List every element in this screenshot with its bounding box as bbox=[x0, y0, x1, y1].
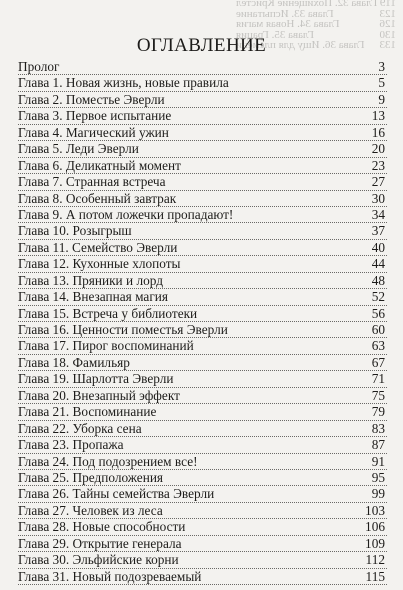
bleed-through-page: 119 bbox=[379, 0, 396, 9]
toc-chapter-title: Глава 31. Новый подозреваемый bbox=[18, 568, 202, 584]
bleed-through-label: Глава 36. Ищу для племени bbox=[236, 39, 365, 51]
toc-row bbox=[18, 470, 387, 486]
toc-page-number: 71 bbox=[371, 371, 385, 387]
toc-chapter-title: Глава 6. Деликатный момент bbox=[18, 157, 181, 173]
toc-page-number: 52 bbox=[371, 289, 385, 305]
toc-page-number: 91 bbox=[371, 453, 385, 469]
toc-page-number: 106 bbox=[365, 519, 385, 535]
toc-chapter-title: Глава 21. Воспоминание bbox=[18, 404, 157, 420]
toc-page-number: 34 bbox=[371, 206, 385, 222]
bleed-through-page: 133 bbox=[379, 39, 396, 51]
toc-page-number: 27 bbox=[371, 174, 385, 190]
toc-row bbox=[18, 503, 387, 519]
toc-page-number: 30 bbox=[371, 190, 385, 206]
toc-row bbox=[18, 59, 387, 75]
toc-row bbox=[18, 75, 387, 91]
toc-row bbox=[18, 371, 387, 387]
toc-chapter-title: Глава 3. Первое испытание bbox=[18, 108, 172, 124]
toc-chapter-title: Глава 29. Открытие генерала bbox=[18, 535, 182, 551]
toc-chapter-title: Глава 24. Под подозрением все! bbox=[18, 453, 198, 469]
toc-page-number: 109 bbox=[365, 535, 385, 551]
toc-page-number: 44 bbox=[371, 256, 385, 272]
toc-row bbox=[18, 486, 387, 502]
toc-row bbox=[18, 519, 387, 535]
toc-row bbox=[18, 223, 387, 239]
toc-page-number: 103 bbox=[365, 502, 385, 518]
toc-page-number: 23 bbox=[371, 157, 385, 173]
table-of-contents bbox=[18, 59, 387, 585]
toc-chapter-title: Глава 2. Поместье Эверли bbox=[18, 91, 165, 107]
toc-row bbox=[18, 322, 387, 338]
toc-row bbox=[18, 240, 387, 256]
toc-row bbox=[18, 174, 387, 190]
toc-chapter-title: Глава 5. Леди Эверли bbox=[18, 141, 139, 157]
toc-page-number: 79 bbox=[371, 404, 385, 420]
toc-chapter-title: Глава 27. Человек из леса bbox=[18, 502, 163, 518]
toc-page-number: 60 bbox=[371, 322, 385, 337]
toc-chapter-title: Глава 1. Новая жизнь, новые правила bbox=[18, 75, 229, 91]
toc-page-number: 87 bbox=[371, 437, 385, 453]
toc-chapter-title: Глава 18. Фамильяр bbox=[18, 354, 130, 370]
toc-chapter-title: Глава 7. Странная встреча bbox=[18, 174, 166, 190]
toc-chapter-title: Глава 19. Шарлотта Эверли bbox=[18, 371, 174, 387]
toc-chapter-title: Глава 8. Особенный завтрак bbox=[18, 190, 177, 206]
bleed-through-page: 130 bbox=[379, 28, 396, 41]
toc-page-number: 63 bbox=[371, 338, 385, 354]
toc-row bbox=[18, 355, 387, 371]
toc-row bbox=[18, 306, 387, 322]
toc-row bbox=[18, 108, 387, 124]
toc-chapter-title: Глава 22. Уборка сена bbox=[18, 420, 142, 436]
toc-chapter-title: Глава 14. Внезапная магия bbox=[18, 289, 169, 305]
toc-page-number: 99 bbox=[371, 486, 385, 502]
toc-page-number: 37 bbox=[371, 223, 385, 239]
toc-chapter-title: Глава 30. Эльфийские корни bbox=[18, 552, 179, 568]
toc-page-number: 75 bbox=[371, 387, 385, 403]
toc-chapter-title: Глава 11. Семейство Эверли bbox=[18, 239, 178, 255]
toc-row bbox=[18, 191, 387, 207]
toc-chapter-title: Глава 9. А потом ложечки пропадают! bbox=[18, 206, 234, 222]
toc-chapter-title: Глава 26. Тайны семейства Эверли bbox=[18, 486, 215, 502]
toc-row bbox=[18, 273, 387, 289]
toc-chapter-title: Глава 15. Встреча у библиотеки bbox=[18, 305, 198, 321]
toc-chapter-title: Глава 17. Пирог воспоминаний bbox=[18, 338, 194, 354]
toc-row bbox=[18, 92, 387, 108]
toc-row bbox=[18, 207, 387, 223]
toc-chapter-title: Глава 10. Розыгрыш bbox=[18, 223, 132, 239]
toc-page-number: 5 bbox=[378, 75, 385, 91]
toc-chapter-title: Глава 28. Новые способности bbox=[18, 519, 186, 535]
toc-chapter-title: Пролог bbox=[18, 59, 60, 74]
toc-page-number: 9 bbox=[378, 91, 385, 107]
toc-page-number: 3 bbox=[378, 59, 385, 74]
toc-row bbox=[18, 256, 387, 272]
toc-row bbox=[18, 536, 387, 552]
toc-page-number: 67 bbox=[371, 354, 385, 370]
toc-row bbox=[18, 158, 387, 174]
toc-page-number: 115 bbox=[365, 568, 385, 584]
toc-row bbox=[18, 289, 387, 305]
toc-chapter-title: Глава 13. Пряники и лорд bbox=[18, 272, 163, 288]
toc-row bbox=[18, 454, 387, 470]
toc-page-number: 13 bbox=[371, 108, 385, 124]
toc-row bbox=[18, 552, 387, 568]
bleed-through-label: Глава 33. Испытание bbox=[236, 7, 334, 20]
bleed-through-label: Глава 34. Новая магия bbox=[236, 18, 340, 30]
toc-row bbox=[18, 437, 387, 453]
bleed-through-page: 126 bbox=[379, 18, 396, 30]
bleed-through-label: Глава 32. Похищение Кристел bbox=[236, 0, 378, 9]
toc-chapter-title: Глава 23. Пропажа bbox=[18, 437, 124, 453]
toc-chapter-title: Глава 25. Предположения bbox=[18, 469, 164, 485]
toc-chapter-title: Глава 12. Кухонные хлопоты bbox=[18, 256, 181, 272]
toc-page-number: 112 bbox=[365, 552, 385, 568]
toc-page-number: 83 bbox=[371, 420, 385, 436]
bleed-through-page: 123 bbox=[379, 7, 396, 20]
toc-row bbox=[18, 125, 387, 141]
toc-row bbox=[18, 569, 387, 585]
bleed-through-label: Глава 35. Грация bbox=[236, 28, 314, 41]
toc-page-number: 20 bbox=[371, 141, 385, 157]
toc-page-number: 95 bbox=[371, 469, 385, 485]
toc-page-number: 16 bbox=[371, 124, 385, 140]
toc-page-number: 40 bbox=[371, 239, 385, 255]
toc-row bbox=[18, 404, 387, 420]
toc-chapter-title: Глава 16. Ценности поместья Эверли bbox=[18, 322, 228, 337]
toc-chapter-title: Глава 20. Внезапный эффект bbox=[18, 387, 180, 403]
page-title: ОГЛАВЛЕНИЕ bbox=[136, 35, 267, 56]
toc-row bbox=[18, 421, 387, 437]
toc-row bbox=[18, 338, 387, 354]
toc-chapter-title: Глава 4. Магический ужин bbox=[18, 124, 169, 140]
toc-page-number: 56 bbox=[371, 305, 385, 321]
toc-row bbox=[18, 388, 387, 404]
toc-page-number: 48 bbox=[371, 272, 385, 288]
toc-row bbox=[18, 141, 387, 157]
